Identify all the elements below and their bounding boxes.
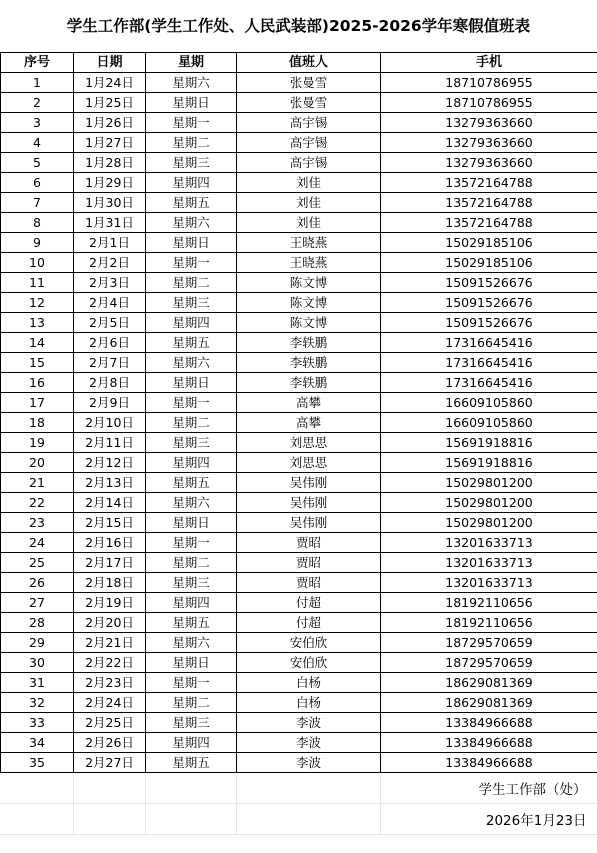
table-row [1,693,597,713]
cell-phone: 13201633713 [381,533,597,553]
cell-weekday: 星期二 [146,553,237,573]
cell-date: 1月27日 [74,133,146,153]
cell-date: 1月30日 [74,193,146,213]
table-row [1,173,597,193]
cell-person: 高宇锡 [237,113,381,133]
table-row [1,653,597,673]
table-row [1,333,597,353]
cell-phone: 15691918816 [381,453,597,473]
table-row [1,613,597,633]
duty-table-body [1,73,597,773]
duty-table [0,52,597,773]
cell-weekday: 星期三 [146,573,237,593]
cell-date: 2月4日 [74,293,146,313]
cell-phone: 15029801200 [381,473,597,493]
cell-weekday: 星期日 [146,93,237,113]
cell-index: 6 [1,173,74,193]
cell-person: 付超 [237,613,381,633]
cell-weekday: 星期五 [146,753,237,773]
table-header-row [1,53,597,73]
cell-person: 陈文博 [237,273,381,293]
cell-index: 20 [1,453,74,473]
cell-date: 2月16日 [74,533,146,553]
cell-person: 王晓燕 [237,233,381,253]
cell-index: 9 [1,233,74,253]
cell-index: 16 [1,373,74,393]
cell-person: 张曼雪 [237,93,381,113]
cell-index: 31 [1,673,74,693]
cell-person: 刘佳 [237,173,381,193]
table-row [1,553,597,573]
cell-weekday: 星期日 [146,373,237,393]
cell-date: 2月3日 [74,273,146,293]
cell-person: 李轶鹏 [237,353,381,373]
cell-date: 2月18日 [74,573,146,593]
cell-phone: 13279363660 [381,153,597,173]
table-row [1,233,597,253]
cell-weekday: 星期二 [146,413,237,433]
cell-weekday: 星期五 [146,613,237,633]
empty-cell [145,804,236,835]
cell-weekday: 星期一 [146,673,237,693]
cell-weekday: 星期日 [146,513,237,533]
cell-weekday: 星期一 [146,253,237,273]
cell-phone: 15091526676 [381,313,597,333]
cell-date: 1月29日 [74,173,146,193]
table-row [1,193,597,213]
cell-date: 2月25日 [74,713,146,733]
table-row [1,453,597,473]
table-row [1,133,597,153]
cell-person: 李波 [237,713,381,733]
cell-weekday: 星期四 [146,173,237,193]
cell-phone: 13201633713 [381,553,597,573]
cell-phone: 18192110656 [381,613,597,633]
cell-index: 7 [1,193,74,213]
cell-person: 高宇锡 [237,133,381,153]
cell-person: 吴伟刚 [237,513,381,533]
cell-person: 高攀 [237,393,381,413]
cell-weekday: 星期一 [146,533,237,553]
cell-date: 1月28日 [74,153,146,173]
cell-date: 1月26日 [74,113,146,133]
cell-phone: 13572164788 [381,213,597,233]
table-row [1,413,597,433]
cell-date: 1月25日 [74,93,146,113]
cell-person: 王晓燕 [237,253,381,273]
cell-index: 23 [1,513,74,533]
table-row [1,633,597,653]
cell-date: 2月27日 [74,753,146,773]
cell-index: 27 [1,593,74,613]
cell-person: 吴伟刚 [237,473,381,493]
cell-phone: 15029185106 [381,253,597,273]
cell-phone: 16609105860 [381,413,597,433]
cell-date: 2月22日 [74,653,146,673]
table-row [1,473,597,493]
cell-index: 4 [1,133,74,153]
cell-weekday: 星期二 [146,273,237,293]
cell-person: 刘思思 [237,453,381,473]
cell-person: 白杨 [237,693,381,713]
empty-cell [73,773,145,804]
table-row [1,713,597,733]
cell-phone: 15029801200 [381,493,597,513]
cell-date: 2月12日 [74,453,146,473]
cell-date: 2月5日 [74,313,146,333]
cell-weekday: 星期六 [146,213,237,233]
empty-cell [0,773,73,804]
cell-person: 刘佳 [237,213,381,233]
cell-index: 12 [1,293,74,313]
cell-person: 高宇锡 [237,153,381,173]
cell-phone: 13384966688 [381,753,597,773]
table-row [1,673,597,693]
cell-weekday: 星期五 [146,333,237,353]
cell-index: 19 [1,433,74,453]
cell-weekday: 星期日 [146,653,237,673]
table-row [1,153,597,173]
table-row [1,593,597,613]
cell-index: 5 [1,153,74,173]
department-signature: 学生工作部（处） [380,773,597,804]
cell-index: 35 [1,753,74,773]
table-row [1,393,597,413]
cell-phone: 18710786955 [381,73,597,93]
cell-person: 付超 [237,593,381,613]
cell-index: 26 [1,573,74,593]
cell-person: 高攀 [237,413,381,433]
table-row [1,493,597,513]
cell-date: 2月6日 [74,333,146,353]
cell-person: 贾昭 [237,533,381,553]
table-row [1,573,597,593]
cell-index: 24 [1,533,74,553]
table-row [1,733,597,753]
cell-weekday: 星期四 [146,453,237,473]
cell-person: 安伯欣 [237,653,381,673]
empty-cell [0,804,73,835]
cell-index: 10 [1,253,74,273]
cell-weekday: 星期四 [146,593,237,613]
header-person: 值班人 [237,53,381,73]
cell-index: 1 [1,73,74,93]
cell-phone: 17316645416 [381,353,597,373]
cell-phone: 17316645416 [381,333,597,353]
cell-weekday: 星期二 [146,133,237,153]
cell-weekday: 星期日 [146,233,237,253]
cell-phone: 13384966688 [381,713,597,733]
cell-index: 3 [1,113,74,133]
cell-date: 2月15日 [74,513,146,533]
empty-cell [236,804,380,835]
table-row [1,513,597,533]
cell-index: 8 [1,213,74,233]
cell-index: 11 [1,273,74,293]
cell-person: 李轶鹏 [237,333,381,353]
cell-phone: 17316645416 [381,373,597,393]
cell-date: 2月26日 [74,733,146,753]
cell-person: 刘思思 [237,433,381,453]
empty-cell [236,773,380,804]
cell-date: 1月24日 [74,73,146,93]
table-row [1,533,597,553]
cell-person: 李波 [237,753,381,773]
cell-index: 2 [1,93,74,113]
cell-date: 2月21日 [74,633,146,653]
cell-index: 32 [1,693,74,713]
cell-person: 陈文博 [237,293,381,313]
cell-date: 2月2日 [74,253,146,273]
cell-phone: 13572164788 [381,173,597,193]
cell-index: 14 [1,333,74,353]
cell-index: 15 [1,353,74,373]
cell-person: 张曼雪 [237,73,381,93]
cell-phone: 18192110656 [381,593,597,613]
cell-phone: 15091526676 [381,273,597,293]
cell-date: 1月31日 [74,213,146,233]
cell-person: 白杨 [237,673,381,693]
cell-weekday: 星期六 [146,633,237,653]
cell-index: 30 [1,653,74,673]
cell-date: 2月1日 [74,233,146,253]
cell-date: 2月19日 [74,593,146,613]
cell-phone: 15091526676 [381,293,597,313]
table-row [1,293,597,313]
cell-phone: 13572164788 [381,193,597,213]
cell-weekday: 星期二 [146,693,237,713]
cell-person: 安伯欣 [237,633,381,653]
cell-date: 2月10日 [74,413,146,433]
cell-person: 吴伟刚 [237,493,381,513]
empty-cell [73,804,145,835]
cell-weekday: 星期四 [146,733,237,753]
page-title: 学生工作部(学生工作处、人民武装部)2025-2026学年寒假值班表 [66,17,531,35]
cell-index: 13 [1,313,74,333]
cell-index: 22 [1,493,74,513]
cell-phone: 15029801200 [381,513,597,533]
cell-weekday: 星期四 [146,313,237,333]
cell-phone: 18710786955 [381,93,597,113]
cell-phone: 18729570659 [381,633,597,653]
cell-date: 2月8日 [74,373,146,393]
cell-index: 18 [1,413,74,433]
cell-weekday: 星期三 [146,433,237,453]
cell-phone: 18729570659 [381,653,597,673]
cell-person: 贾昭 [237,573,381,593]
table-row [1,353,597,373]
cell-weekday: 星期五 [146,193,237,213]
header-phone: 手机 [381,53,597,73]
cell-phone: 15691918816 [381,433,597,453]
cell-phone: 13279363660 [381,113,597,133]
table-row [1,73,597,93]
cell-date: 2月7日 [74,353,146,373]
cell-date: 2月11日 [74,433,146,453]
cell-date: 2月9日 [74,393,146,413]
cell-person: 贾昭 [237,553,381,573]
cell-phone: 13384966688 [381,733,597,753]
cell-index: 33 [1,713,74,733]
cell-person: 刘佳 [237,193,381,213]
table-row [1,373,597,393]
cell-date: 2月20日 [74,613,146,633]
cell-person: 李波 [237,733,381,753]
table-row [1,253,597,273]
cell-date: 2月14日 [74,493,146,513]
cell-weekday: 星期三 [146,713,237,733]
header-weekday: 星期 [146,53,237,73]
cell-weekday: 星期五 [146,473,237,493]
cell-index: 25 [1,553,74,573]
table-row [1,313,597,333]
cell-person: 陈文博 [237,313,381,333]
cell-index: 29 [1,633,74,653]
cell-index: 28 [1,613,74,633]
cell-phone: 13201633713 [381,573,597,593]
table-row [1,273,597,293]
cell-phone: 18629081369 [381,673,597,693]
cell-person: 李轶鹏 [237,373,381,393]
signature-area [0,773,597,835]
cell-weekday: 星期六 [146,73,237,93]
cell-weekday: 星期六 [146,353,237,373]
cell-weekday: 星期一 [146,393,237,413]
cell-phone: 15029185106 [381,233,597,253]
table-row [1,93,597,113]
cell-index: 21 [1,473,74,493]
cell-index: 34 [1,733,74,753]
cell-date: 2月17日 [74,553,146,573]
cell-weekday: 星期三 [146,153,237,173]
cell-index: 17 [1,393,74,413]
cell-date: 2月23日 [74,673,146,693]
empty-cell [145,773,236,804]
cell-phone: 18629081369 [381,693,597,713]
cell-weekday: 星期一 [146,113,237,133]
table-row [1,753,597,773]
cell-date: 2月13日 [74,473,146,493]
cell-date: 2月24日 [74,693,146,713]
cell-phone: 16609105860 [381,393,597,413]
signature-date: 2026年1月23日 [380,804,597,835]
header-index: 序号 [1,53,74,73]
table-row [1,433,597,453]
header-date: 日期 [74,53,146,73]
cell-weekday: 星期三 [146,293,237,313]
table-row [1,213,597,233]
cell-weekday: 星期六 [146,493,237,513]
cell-phone: 13279363660 [381,133,597,153]
table-row [1,113,597,133]
